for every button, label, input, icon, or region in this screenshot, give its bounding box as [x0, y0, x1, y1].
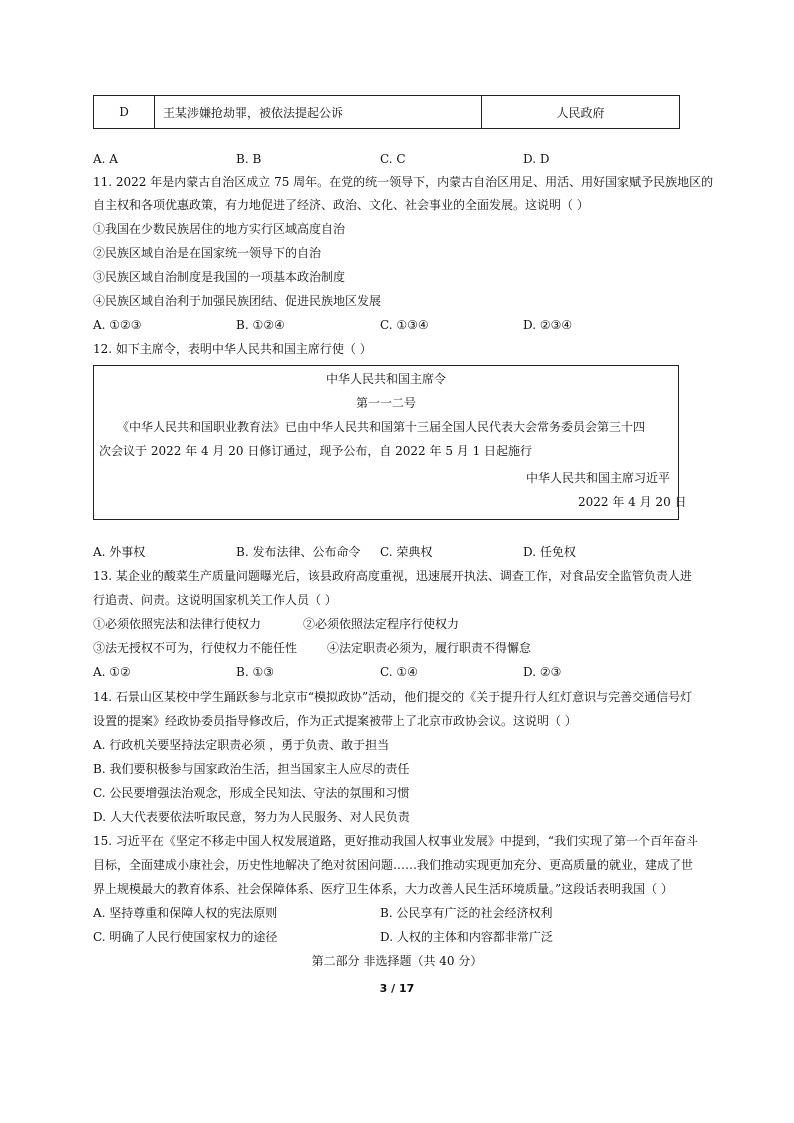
option-a: A. ①② [93, 665, 131, 679]
page-number: 3 / 17 [379, 982, 415, 995]
question-stem: 目标，全面建成小康社会，历史性地解决了绝对贫困问题……我们推动实现更加充分、更高质量的就业，建成了世 [93, 858, 694, 872]
option-b: B. B [236, 152, 262, 166]
option-a: A. 行政机关要坚持法定职责必须 ，勇于负责、敢于担当 [93, 738, 390, 752]
option-b: B. ①②④ [236, 318, 285, 332]
question-stem: 界上规模最大的教育体系、社会保障体系、医疗卫生体系，大力改善人民生活环境质量。”这段话表明我国（ ） [93, 882, 673, 896]
statement-item: ④法定职责必须为，履行职责不得懈怠 [327, 641, 532, 655]
question-stem: 12. 如下主席令，表明中华人民共和国主席行使（ ） [93, 342, 372, 356]
question-stem: 14. 石景山区某校中学生踊跃参与北京市“模拟政协”活动，他们提交的《关于提升行人红灯意识与完善交通信号灯 [93, 690, 693, 704]
statement-item: ②必须依照法定程序行使权力 [303, 617, 460, 631]
option-c: C. C [380, 152, 406, 166]
table-cell: 王某涉嫌抢劫罪，被依法提起公诉 [155, 96, 482, 129]
statement-item: ②民族区域自治是在国家统一领导下的自治 [93, 246, 322, 260]
option-c: C. 荣典权 [380, 545, 433, 559]
option-a: A. ①②③ [93, 318, 142, 332]
option-d: D. 人大代表要依法听取民意，努力为人民服务、对人民负责 [93, 810, 410, 824]
decree-number: 第一一二号 [355, 396, 416, 410]
statement-item: ③法无授权不可为，行使权力不能任性 [93, 641, 298, 655]
option-c: C. 公民要增强法治观念，形成全民知法、守法的氛围和习惯 [93, 786, 410, 800]
table-cell: D [94, 96, 155, 129]
option-d: D. ②③ [523, 665, 562, 679]
question-stem: 11. 2022 年是内蒙古自治区成立 75 周年。在党的统一领导下，内蒙古自治区用足、用活、用好国家赋予民族地区的 [93, 175, 714, 189]
option-b: B. ①③ [236, 665, 274, 679]
option-b: B. 发布法律、公布命令 [236, 545, 361, 559]
table-cell: 人民政府 [482, 96, 680, 129]
statement-item: ①必须依照宪法和法律行使权力 [93, 617, 262, 631]
statement-item: ④民族区域自治利于加强民族团结、促进民族地区发展 [93, 294, 382, 308]
option-d: D. 人权的主体和内容都非常广泛 [380, 930, 553, 944]
option-c: C. 明确了人民行使国家权力的途径 [93, 930, 278, 944]
option-a: A. 坚持尊重和保障人权的宪法原则 [93, 906, 278, 920]
question-stem: 设置的提案》经政协委员指导修改后，作为正式提案被带上了北京市政协会议。这说明（ ） [93, 714, 577, 728]
question-stem: 15. 习近平在《坚定不移走中国人权发展道路，更好推动我国人权事业发展》中提到，“我们实现了第一个百年奋斗 [93, 834, 699, 848]
question-stem: 自主权和各项优惠政策，有力地促进了经济、政治、文化、社会事业的全面发展。这说明（ ） [93, 198, 589, 212]
section-title: 第二部分 非选择题（共 40 分） [311, 954, 483, 968]
option-a: A. A [93, 152, 118, 166]
decree-title: 中华人民共和国主席令 [325, 372, 446, 386]
decree-date: 2022 年 4 月 20 日 [578, 495, 687, 509]
statement-item: ③民族区域自治制度是我国的一项基本政治制度 [93, 270, 346, 284]
decree-signature: 中华人民共和国主席习近平 [526, 471, 671, 485]
question-stem: 13. 某企业的酸菜生产质量问题曝光后，该县政府高度重视，迅速展开执法、调查工作，对食品安全监管负责人进 [93, 569, 692, 583]
option-b: B. 我们要积极参与国家政治生活，担当国家主人应尽的责任 [93, 762, 410, 776]
option-b: B. 公民享有广泛的社会经济权利 [380, 906, 553, 920]
option-d: D. ②③④ [523, 318, 573, 332]
option-c: C. ①③④ [380, 318, 429, 332]
decree-body: 次会议于 2022 年 4 月 20 日修订通过，现予公布，自 2022 年 5 月 1 日起施行 [99, 444, 533, 458]
option-d: D. 任免权 [523, 545, 576, 559]
option-a: A. 外事权 [93, 545, 146, 559]
table-row [94, 96, 680, 129]
option-d: D. D [523, 152, 550, 166]
answer-table [93, 95, 680, 129]
question-stem: 行追责、问责。这说明国家机关工作人员（ ） [93, 593, 337, 607]
option-c: C. ①④ [380, 665, 418, 679]
statement-item: ①我国在少数民族居住的地方实行区域高度自治 [93, 222, 346, 236]
decree-body: 《中华人民共和国职业教育法》已由中华人民共和国第十三届全国人民代表大会常务委员会第三十四 [117, 420, 646, 434]
